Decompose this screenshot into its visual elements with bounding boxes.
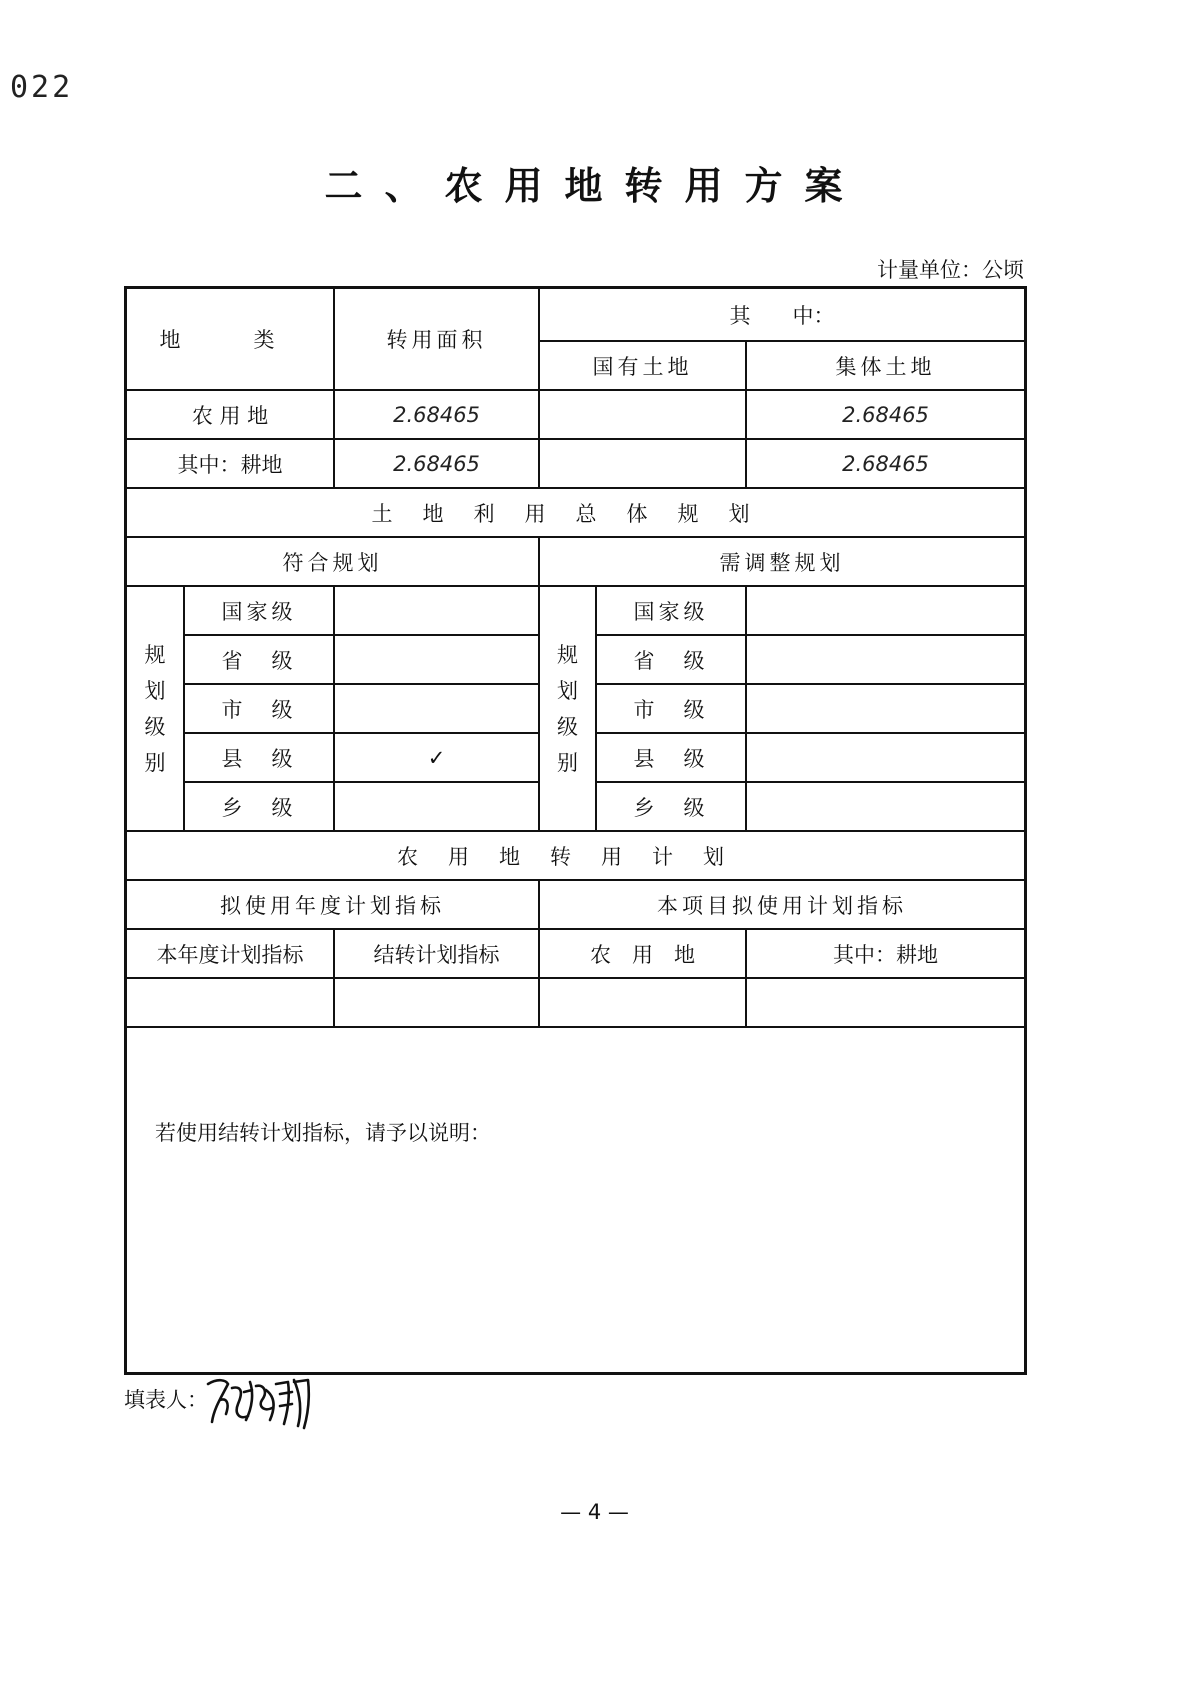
right-level-national: 国家级 <box>596 586 746 635</box>
conversion-this-year: 本年度计划指标 <box>127 929 334 978</box>
corner-number: 022 <box>10 70 74 105</box>
filler-label: 填表人： <box>124 1388 208 1412</box>
handwritten-signature-icon <box>204 1370 314 1430</box>
right-level-province: 省 级 <box>596 635 746 684</box>
carry-over-note: 若使用结转计划指标，请予以说明： <box>155 1121 491 1145</box>
row-farmland-label: 农 用 地 <box>127 390 334 439</box>
conversion-cultivated: 其中：耕地 <box>746 929 1024 978</box>
left-level-city: 市 级 <box>184 684 334 733</box>
right-mark-city <box>746 684 1024 733</box>
right-level-city: 市 级 <box>596 684 746 733</box>
conversion-carry-over: 结转计划指标 <box>334 929 539 978</box>
right-level-county: 县 级 <box>596 733 746 782</box>
plan-level-label-left: 规 划 级 别 <box>127 586 184 831</box>
right-mark-county <box>746 733 1024 782</box>
plan-section-title: 土地利用总体规划 <box>127 488 1024 537</box>
header-converted-area: 转用面积 <box>334 289 539 390</box>
right-mark-province <box>746 635 1024 684</box>
page-title: 二、农用地转用方案 <box>324 163 865 208</box>
left-level-province: 省 级 <box>184 635 334 684</box>
right-mark-national <box>746 586 1024 635</box>
row-cultivated-state <box>539 439 746 488</box>
right-mark-township <box>746 782 1024 831</box>
left-mark-county-check-icon: ✓ <box>334 733 539 782</box>
conversion-section-title: 农用地转用计划 <box>127 831 1024 880</box>
row-cultivated-collective: 2.68465 <box>746 439 1024 488</box>
conversion-value-cultivated <box>746 978 1024 1027</box>
left-level-national: 国家级 <box>184 586 334 635</box>
conversion-value-this-year <box>127 978 334 1027</box>
left-mark-city <box>334 684 539 733</box>
unit-label: 计量单位：公顷 <box>877 258 1024 282</box>
row-farmland-area: 2.68465 <box>334 390 539 439</box>
row-farmland-state <box>539 390 746 439</box>
conversion-annual-index: 拟使用年度计划指标 <box>127 880 539 929</box>
left-mark-province <box>334 635 539 684</box>
right-level-township: 乡 级 <box>596 782 746 831</box>
plan-level-label-right: 规 划 级 别 <box>539 586 596 831</box>
row-cultivated-label: 其中：耕地 <box>127 439 334 488</box>
header-collective-land: 集体土地 <box>746 341 1024 390</box>
left-level-county: 县 级 <box>184 733 334 782</box>
conversion-farmland: 农 用 地 <box>539 929 746 978</box>
form-sheet <box>124 286 1027 1375</box>
conversion-project-index: 本项目拟使用计划指标 <box>539 880 1024 929</box>
left-level-township: 乡 级 <box>184 782 334 831</box>
row-cultivated-area: 2.68465 <box>334 439 539 488</box>
land-conversion-table <box>127 289 1024 1028</box>
left-mark-township <box>334 782 539 831</box>
plan-adjust-header: 需调整规划 <box>539 537 1024 586</box>
conversion-value-carry-over <box>334 978 539 1027</box>
page-number: — 4 — <box>560 1500 629 1524</box>
header-state-land: 国有土地 <box>539 341 746 390</box>
header-among: 其 中： <box>539 289 1024 341</box>
left-mark-national <box>334 586 539 635</box>
conversion-value-farmland <box>539 978 746 1027</box>
plan-compliant-header: 符合规划 <box>127 537 539 586</box>
row-farmland-collective: 2.68465 <box>746 390 1024 439</box>
header-land-type: 地 类 <box>127 289 334 390</box>
